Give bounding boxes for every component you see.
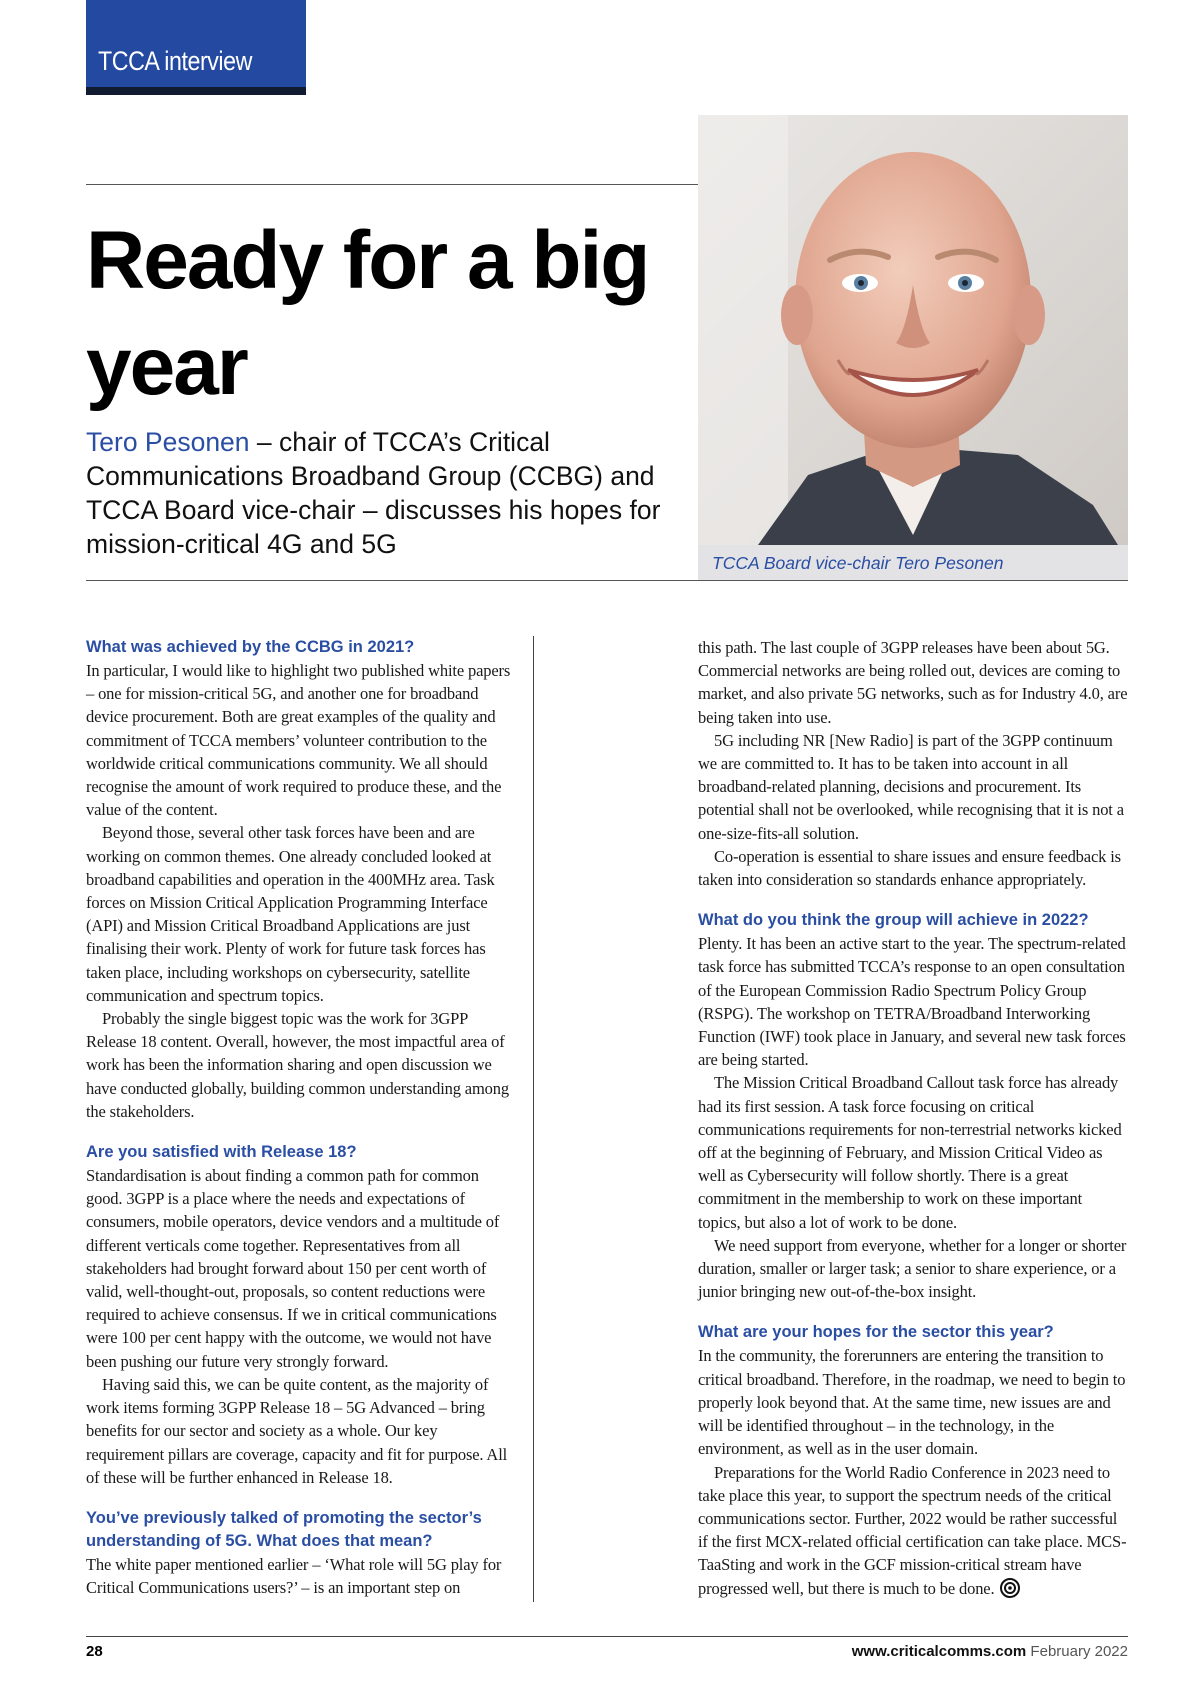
section-tag-label: TCCA interview bbox=[98, 46, 252, 76]
body-paragraph: Beyond those, several other task forces have been and are working on common themes. One already concluded looked at broadband capabilities and operation in the 400MHz area. Task forces on Mission Critical Application Programming Interface (API) and Mission Critical Broadband Applications are just finalising their work. Plenty of work for future task forces has taken place, including workshops on cybersecurity, satellite communication and spectrum topics. bbox=[86, 823, 495, 1005]
top-divider bbox=[86, 184, 698, 185]
standfirst-text: – chair of TCCA’s Critical Communications Broadband Group (CCBG) and TCCA Board vice-chair – discusses his hopes for mission-critical 4G and 5G bbox=[86, 427, 661, 559]
standfirst-name: Tero Pesonen bbox=[86, 427, 250, 457]
page-number: 28 bbox=[86, 1643, 103, 1660]
right-column bbox=[698, 636, 1128, 1600]
circular-logo-icon bbox=[1000, 1578, 1020, 1598]
body-paragraph: The white paper mentioned earlier – ‘What role will 5G play for Critical Communications users?’ – is an important step on bbox=[86, 1554, 502, 1598]
question-heading: Are you satisfied with Release 18? bbox=[86, 1143, 357, 1162]
body-paragraph: In the community, the forerunners are entering the transition to critical broadband. Therefore, in the roadmap, we need to begin to properly look beyond that. At the same time, new issues are and will be identified throughout – in the technology, in the environment, as well as in the user domain. bbox=[698, 1346, 1126, 1459]
body-paragraph: Standardisation is about finding a common path for common good. 3GPP is a place where the needs and expectations of consumers, mobile operators, device vendors and a multitude of different verticals come together. Representatives from all stakeholders had brought forward about 150 per cent worth of valid, well-thought-out, proposals, so content reductions were required to achieve consensus. If we in critical communications were 100 per cent happy with the outcome, we would not have been pushing our future very strongly forward. bbox=[86, 1166, 500, 1371]
body-paragraph: Co-operation is essential to share issues and ensure feedback is taken into consideration so standards enhance appropriately. bbox=[698, 846, 1121, 890]
standfirst bbox=[86, 425, 686, 561]
photo-caption-box bbox=[698, 545, 1128, 581]
last-paragraph bbox=[698, 1461, 1128, 1600]
body-paragraph: this path. The last couple of 3GPP releases have been about 5G. Commercial networks are being rolled out, devices are coming to market, and also private 5G networks, such as for Industry 4.0, are being taken into use. bbox=[698, 638, 1128, 727]
body-paragraph: We need support from everyone, whether for a longer or shorter duration, smaller or larger task; a senior to share experience, or a junior bringing new out-of-the-box insight. bbox=[698, 1235, 1127, 1302]
footer-issue: February 2022 bbox=[1026, 1643, 1128, 1660]
footer-publication bbox=[852, 1643, 1128, 1660]
portrait-photo bbox=[698, 115, 1128, 545]
question-heading: What are your hopes for the sector this year? bbox=[698, 1323, 1054, 1342]
footer-divider bbox=[86, 1636, 1128, 1637]
left-column bbox=[86, 636, 516, 1599]
body-paragraph: Plenty. It has been an active start to the year. The spectrum-related task force has submitted TCCA’s response to an open consultation of the European Commission Radio Spectrum Policy Group (RSPG). The workshop on TETRA/Broadband Interworking Function (IWF) took place in January, and several new task forces are being started. bbox=[698, 934, 1126, 1070]
question-heading: What was achieved by the CCBG in 2021? bbox=[86, 638, 415, 656]
body-paragraph: 5G including NR [New Radio] is part of the 3GPP continuum we are committed to. It has to be taken into account in all broadband-related planning, decisions and procurement. Its potential shall not be overlooked, while recognising that it is not a one-size-fits-all solution. bbox=[698, 730, 1124, 843]
last-paragraph-text: Preparations for the World Radio Conference in 2023 need to take place this year, to support the spectrum needs of the critical communications sector. Further, 2022 would be rather successful if the first MCX-related official certification can take place. MCS-TaaSting and work in the GCF mission-critical stream have progressed well, but there is much to be done. bbox=[698, 1462, 1127, 1598]
header-divider bbox=[86, 580, 1128, 581]
headline: Ready for a big year bbox=[86, 215, 649, 412]
photo-caption: TCCA Board vice-chair Tero Pesonen bbox=[712, 553, 1004, 573]
column-divider bbox=[533, 636, 534, 1602]
body-paragraph: Having said this, we can be quite content, as the majority of work items forming 3GPP Release 18 – 5G Advanced – bring benefits for our sector and society as a whole. Our key requirement pillars are coverage, capacity and fit for purpose. All of these will be further enhanced in Release 18. bbox=[86, 1374, 508, 1487]
body-paragraph: The Mission Critical Broadband Callout task force has already had its first session. A task force focusing on critical communications requirements for non-terrestrial networks kicked off at the beginning of February, and Mission Critical Video as well as Cybersecurity will follow shortly. There is a great commitment in the membership to work on these important topics, but also a lot of work to be done. bbox=[698, 1073, 1122, 1232]
body-paragraph: In particular, I would like to highlight two published white papers – one for mission-critical 5G, and another one for broadband device procurement. Both are great examples of the quality and commitment of TCCA members’ volunteer contribution to the worldwide critical communications community. We all should recognise the amount of work required to produce these, and the value of the content. bbox=[86, 661, 511, 820]
question-heading: What do you think the group will achieve in 2022? bbox=[698, 911, 1089, 930]
portrait-illustration bbox=[698, 115, 1128, 545]
question-heading: You’ve previously talked of promoting the sector’s understanding of 5G. What does that mean? bbox=[86, 1508, 482, 1550]
body-paragraph: Probably the single biggest topic was the work for 3GPP Release 18 content. Overall, however, the most impactful area of work has been the information sharing and open discussion we have conducted globally, building common understanding among the stakeholders. bbox=[86, 1009, 509, 1121]
section-tag bbox=[86, 0, 306, 95]
footer-url: www.criticalcomms.com bbox=[851, 1643, 1027, 1660]
